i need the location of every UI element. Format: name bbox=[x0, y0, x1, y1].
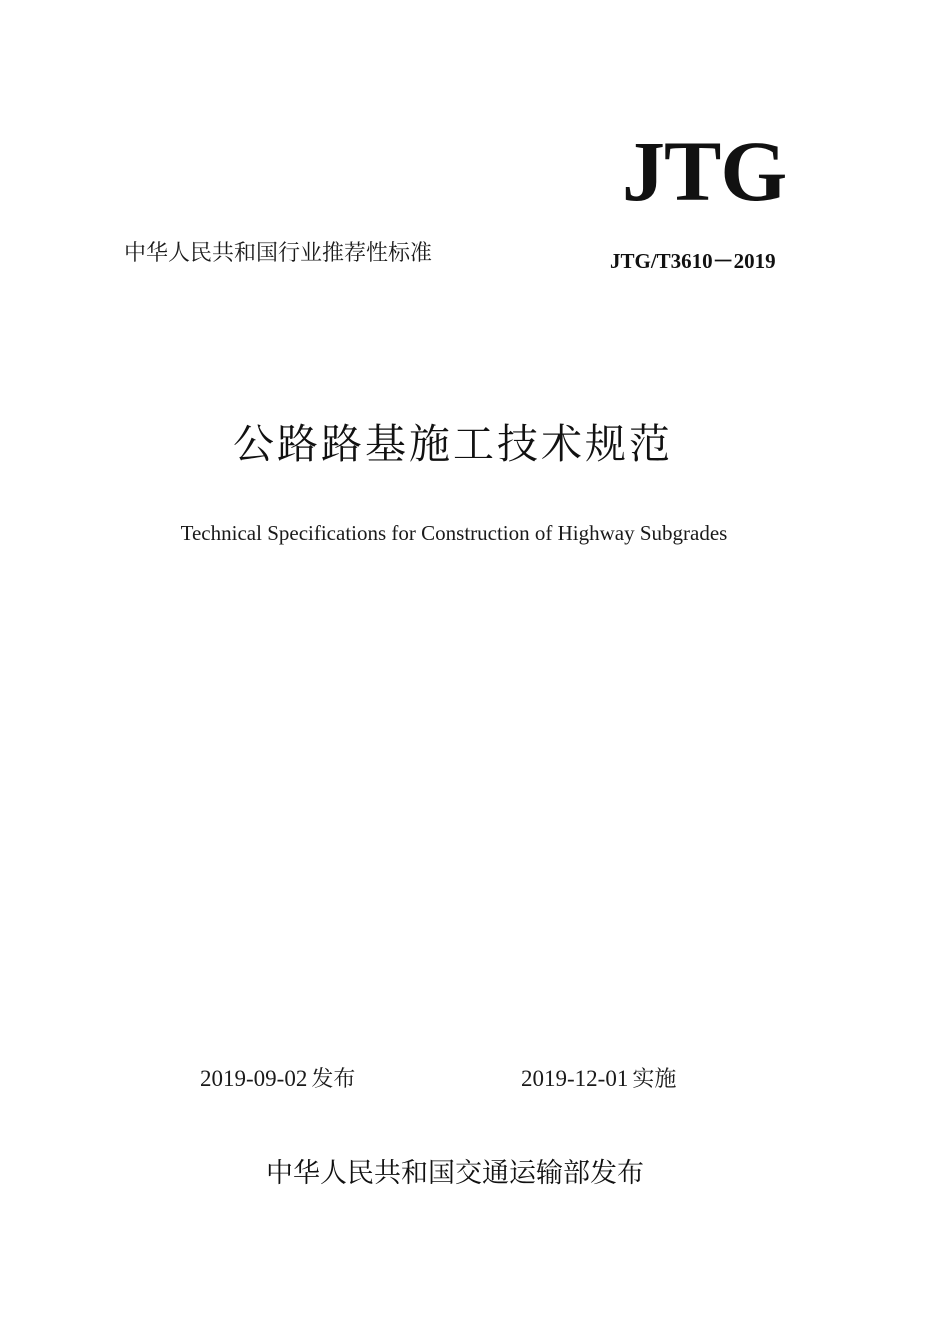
issue-date: 2019-09-02 bbox=[200, 1066, 308, 1091]
document-title-chinese: 公路路基施工技术规范 bbox=[233, 420, 673, 468]
publisher: 中华人民共和国交通运输部发布 bbox=[266, 1158, 644, 1189]
jtg-logo: JTG bbox=[622, 123, 787, 219]
standard-number: JTG/T3610－2019 bbox=[610, 249, 776, 273]
implementation-date: 2019-12-01 bbox=[521, 1066, 629, 1091]
standard-category: 中华人民共和国行业推荐性标准 bbox=[124, 241, 433, 266]
implementation-label: 实施 bbox=[632, 1067, 677, 1092]
implementation-date-line bbox=[521, 1067, 676, 1091]
issue-label: 发布 bbox=[311, 1067, 356, 1092]
document-title-english: Technical Specifications for Construction of Highway Subgrades bbox=[180, 521, 728, 545]
issue-date-line bbox=[200, 1067, 355, 1091]
